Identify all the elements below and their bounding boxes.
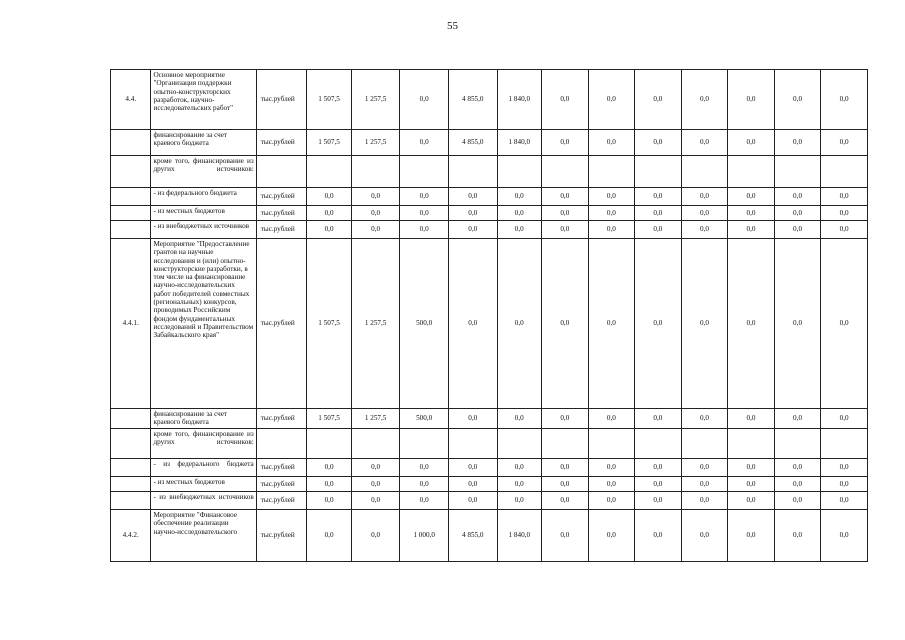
value-cell: 1 257,5 <box>351 239 400 409</box>
value-cell: 500,0 <box>400 409 449 429</box>
value-cell: 0,0 <box>728 221 775 239</box>
value-cell: 0,0 <box>588 188 635 206</box>
value-cell: 0,0 <box>542 239 589 409</box>
value-cell: 1 507,5 <box>307 409 352 429</box>
value-cell: 1 507,5 <box>307 130 352 156</box>
row-description: Основное мероприятие "Организация поддержки опытно-конструкторских разработок, научно-исследовательских работ" <box>151 70 256 130</box>
value-cell: 0,0 <box>400 492 449 510</box>
value-cell: 0,0 <box>728 206 775 221</box>
row-description: кроме того, финансирование из других источников: <box>151 429 256 459</box>
row-description: Мероприятие "Финансовое обеспечение реализации научно-исследовательского <box>151 510 256 562</box>
value-cell <box>728 429 775 459</box>
row-code <box>111 156 151 188</box>
value-cell: 0,0 <box>635 188 682 206</box>
row-unit: тыс.рублей <box>256 188 307 206</box>
value-cell: 1 840,0 <box>497 70 542 130</box>
value-cell: 0,0 <box>351 188 400 206</box>
row-unit: тыс.рублей <box>256 130 307 156</box>
value-cell: 0,0 <box>307 510 352 562</box>
value-cell: 0,0 <box>307 492 352 510</box>
row-code <box>111 492 151 510</box>
value-cell: 0,0 <box>542 70 589 130</box>
value-cell: 0,0 <box>681 221 728 239</box>
value-cell <box>635 429 682 459</box>
value-cell: 0,0 <box>821 70 868 130</box>
value-cell: 0,0 <box>542 510 589 562</box>
value-cell: 0,0 <box>588 70 635 130</box>
value-cell: 4 855,0 <box>448 130 497 156</box>
value-cell: 1 840,0 <box>497 510 542 562</box>
value-cell: 1 840,0 <box>497 130 542 156</box>
table-row <box>111 429 868 459</box>
row-code <box>111 459 151 477</box>
value-cell: 0,0 <box>728 459 775 477</box>
value-cell: 0,0 <box>681 206 728 221</box>
value-cell: 0,0 <box>681 409 728 429</box>
value-cell: 0,0 <box>728 492 775 510</box>
table-body <box>111 70 868 562</box>
value-cell: 0,0 <box>681 459 728 477</box>
value-cell: 0,0 <box>681 239 728 409</box>
value-cell: 0,0 <box>821 188 868 206</box>
value-cell: 0,0 <box>681 130 728 156</box>
row-description: Мероприятие "Предоставление грантов на научные исследования и (или) опытно-конструкторские разработки, в том числе на финансирование научно-исследовательских работ победителей совместных (региональных) конкурсов, проводимых Российским фондом фундаментальных исследований и Правительством Забайкальского края" <box>151 239 256 409</box>
value-cell: 0,0 <box>351 206 400 221</box>
value-cell: 0,0 <box>307 477 352 492</box>
value-cell: 0,0 <box>821 130 868 156</box>
value-cell <box>307 429 352 459</box>
value-cell: 0,0 <box>542 459 589 477</box>
value-cell: 0,0 <box>728 70 775 130</box>
value-cell: 1 257,5 <box>351 70 400 130</box>
row-unit: тыс.рублей <box>256 510 307 562</box>
value-cell: 0,0 <box>400 477 449 492</box>
value-cell: 0,0 <box>448 239 497 409</box>
value-cell: 0,0 <box>728 188 775 206</box>
value-cell: 0,0 <box>821 221 868 239</box>
value-cell: 0,0 <box>635 221 682 239</box>
row-code <box>111 130 151 156</box>
table-row <box>111 221 868 239</box>
value-cell <box>774 156 821 188</box>
value-cell: 0,0 <box>351 492 400 510</box>
value-cell: 0,0 <box>400 188 449 206</box>
row-description: - из федерального бюджета <box>151 188 256 206</box>
table-row <box>111 510 868 562</box>
value-cell: 0,0 <box>588 206 635 221</box>
value-cell: 0,0 <box>448 221 497 239</box>
value-cell: 0,0 <box>681 492 728 510</box>
value-cell: 0,0 <box>351 221 400 239</box>
value-cell: 0,0 <box>351 477 400 492</box>
value-cell: 0,0 <box>400 221 449 239</box>
value-cell: 0,0 <box>681 477 728 492</box>
value-cell <box>351 156 400 188</box>
value-cell: 0,0 <box>497 477 542 492</box>
value-cell: 0,0 <box>588 510 635 562</box>
value-cell: 500,0 <box>400 239 449 409</box>
value-cell: 0,0 <box>635 409 682 429</box>
page-number: 55 <box>447 20 458 32</box>
value-cell <box>774 429 821 459</box>
value-cell: 0,0 <box>497 459 542 477</box>
table-row <box>111 409 868 429</box>
value-cell: 0,0 <box>351 510 400 562</box>
row-unit <box>256 156 307 188</box>
value-cell: 0,0 <box>497 239 542 409</box>
value-cell: 0,0 <box>774 459 821 477</box>
value-cell: 0,0 <box>351 459 400 477</box>
value-cell: 0,0 <box>774 239 821 409</box>
value-cell: 0,0 <box>821 206 868 221</box>
row-code: 4.4. <box>111 70 151 130</box>
row-code <box>111 188 151 206</box>
value-cell <box>681 429 728 459</box>
row-description: кроме того, финансирование из других источников: <box>151 156 256 188</box>
value-cell: 0,0 <box>448 492 497 510</box>
table-row <box>111 70 868 130</box>
value-cell: 0,0 <box>542 492 589 510</box>
value-cell: 1 257,5 <box>351 130 400 156</box>
value-cell: 0,0 <box>307 206 352 221</box>
value-cell: 0,0 <box>728 239 775 409</box>
value-cell: 0,0 <box>497 221 542 239</box>
value-cell <box>497 429 542 459</box>
value-cell: 0,0 <box>588 477 635 492</box>
value-cell: 0,0 <box>635 70 682 130</box>
value-cell <box>728 156 775 188</box>
value-cell <box>542 429 589 459</box>
value-cell: 0,0 <box>774 130 821 156</box>
value-cell: 0,0 <box>681 510 728 562</box>
value-cell: 0,0 <box>821 239 868 409</box>
value-cell: 0,0 <box>542 188 589 206</box>
value-cell: 0,0 <box>774 70 821 130</box>
row-unit: тыс.рублей <box>256 239 307 409</box>
value-cell <box>821 156 868 188</box>
row-description: финансирование за счет краевого бюджета <box>151 130 256 156</box>
row-unit: тыс.рублей <box>256 459 307 477</box>
row-code <box>111 221 151 239</box>
value-cell: 0,0 <box>821 510 868 562</box>
value-cell: 0,0 <box>821 459 868 477</box>
row-unit: тыс.рублей <box>256 206 307 221</box>
value-cell: 0,0 <box>774 477 821 492</box>
row-unit <box>256 429 307 459</box>
value-cell <box>542 156 589 188</box>
row-unit: тыс.рублей <box>256 409 307 429</box>
value-cell: 0,0 <box>542 409 589 429</box>
value-cell <box>588 429 635 459</box>
table-row <box>111 206 868 221</box>
row-code <box>111 429 151 459</box>
value-cell: 0,0 <box>635 492 682 510</box>
value-cell: 0,0 <box>588 130 635 156</box>
value-cell: 0,0 <box>400 70 449 130</box>
row-unit: тыс.рублей <box>256 477 307 492</box>
row-unit: тыс.рублей <box>256 221 307 239</box>
value-cell: 0,0 <box>635 130 682 156</box>
row-description: финансирование за счет краевого бюджета <box>151 409 256 429</box>
value-cell <box>448 156 497 188</box>
value-cell: 0,0 <box>497 188 542 206</box>
row-unit: тыс.рублей <box>256 70 307 130</box>
value-cell: 0,0 <box>635 510 682 562</box>
value-cell: 0,0 <box>542 221 589 239</box>
value-cell: 0,0 <box>635 206 682 221</box>
value-cell: 0,0 <box>635 459 682 477</box>
value-cell: 0,0 <box>448 188 497 206</box>
row-code: 4.4.1. <box>111 239 151 409</box>
value-cell: 1 507,5 <box>307 70 352 130</box>
table-row <box>111 477 868 492</box>
value-cell: 0,0 <box>728 130 775 156</box>
value-cell <box>635 156 682 188</box>
value-cell: 1 000,0 <box>400 510 449 562</box>
value-cell: 0,0 <box>448 206 497 221</box>
value-cell: 0,0 <box>774 206 821 221</box>
value-cell: 0,0 <box>588 221 635 239</box>
row-code <box>111 477 151 492</box>
value-cell <box>307 156 352 188</box>
value-cell: 0,0 <box>681 188 728 206</box>
value-cell: 0,0 <box>400 206 449 221</box>
value-cell: 0,0 <box>448 409 497 429</box>
value-cell: 0,0 <box>542 206 589 221</box>
value-cell: 0,0 <box>774 409 821 429</box>
value-cell: 0,0 <box>728 409 775 429</box>
value-cell: 0,0 <box>588 492 635 510</box>
row-description: - из внебюджетных источников <box>151 221 256 239</box>
value-cell: 0,0 <box>821 492 868 510</box>
value-cell <box>497 156 542 188</box>
value-cell: 0,0 <box>307 459 352 477</box>
value-cell: 4 855,0 <box>448 510 497 562</box>
value-cell: 0,0 <box>542 477 589 492</box>
value-cell: 0,0 <box>497 409 542 429</box>
value-cell: 0,0 <box>774 188 821 206</box>
value-cell: 0,0 <box>542 130 589 156</box>
row-description: - из местных бюджетов <box>151 477 256 492</box>
budget-table <box>110 69 868 562</box>
value-cell: 0,0 <box>821 409 868 429</box>
value-cell: 0,0 <box>588 459 635 477</box>
value-cell: 0,0 <box>448 459 497 477</box>
value-cell: 0,0 <box>400 459 449 477</box>
table-row <box>111 156 868 188</box>
value-cell: 4 855,0 <box>448 70 497 130</box>
value-cell: 0,0 <box>307 188 352 206</box>
value-cell: 0,0 <box>307 221 352 239</box>
value-cell: 0,0 <box>635 477 682 492</box>
value-cell: 1 507,5 <box>307 239 352 409</box>
value-cell: 0,0 <box>588 409 635 429</box>
row-description: - из внебюджетных источников <box>151 492 256 510</box>
value-cell <box>400 156 449 188</box>
value-cell: 0,0 <box>588 239 635 409</box>
row-description: - из местных бюджетов <box>151 206 256 221</box>
table-row <box>111 188 868 206</box>
value-cell: 0,0 <box>635 239 682 409</box>
value-cell: 0,0 <box>774 221 821 239</box>
table-row <box>111 239 868 409</box>
value-cell <box>400 429 449 459</box>
value-cell: 0,0 <box>728 510 775 562</box>
table-row <box>111 492 868 510</box>
table-row <box>111 459 868 477</box>
row-code <box>111 206 151 221</box>
value-cell: 1 257,5 <box>351 409 400 429</box>
value-cell: 0,0 <box>497 206 542 221</box>
value-cell: 0,0 <box>821 477 868 492</box>
value-cell <box>351 429 400 459</box>
value-cell <box>681 156 728 188</box>
row-code: 4.4.2. <box>111 510 151 562</box>
value-cell: 0,0 <box>774 510 821 562</box>
value-cell: 0,0 <box>774 492 821 510</box>
value-cell: 0,0 <box>400 130 449 156</box>
value-cell: 0,0 <box>448 477 497 492</box>
value-cell <box>448 429 497 459</box>
value-cell: 0,0 <box>497 492 542 510</box>
value-cell: 0,0 <box>681 70 728 130</box>
row-description: - из федерального бюджета <box>151 459 256 477</box>
row-code <box>111 409 151 429</box>
value-cell <box>588 156 635 188</box>
value-cell: 0,0 <box>728 477 775 492</box>
value-cell <box>821 429 868 459</box>
table-row <box>111 130 868 156</box>
row-unit: тыс.рублей <box>256 492 307 510</box>
